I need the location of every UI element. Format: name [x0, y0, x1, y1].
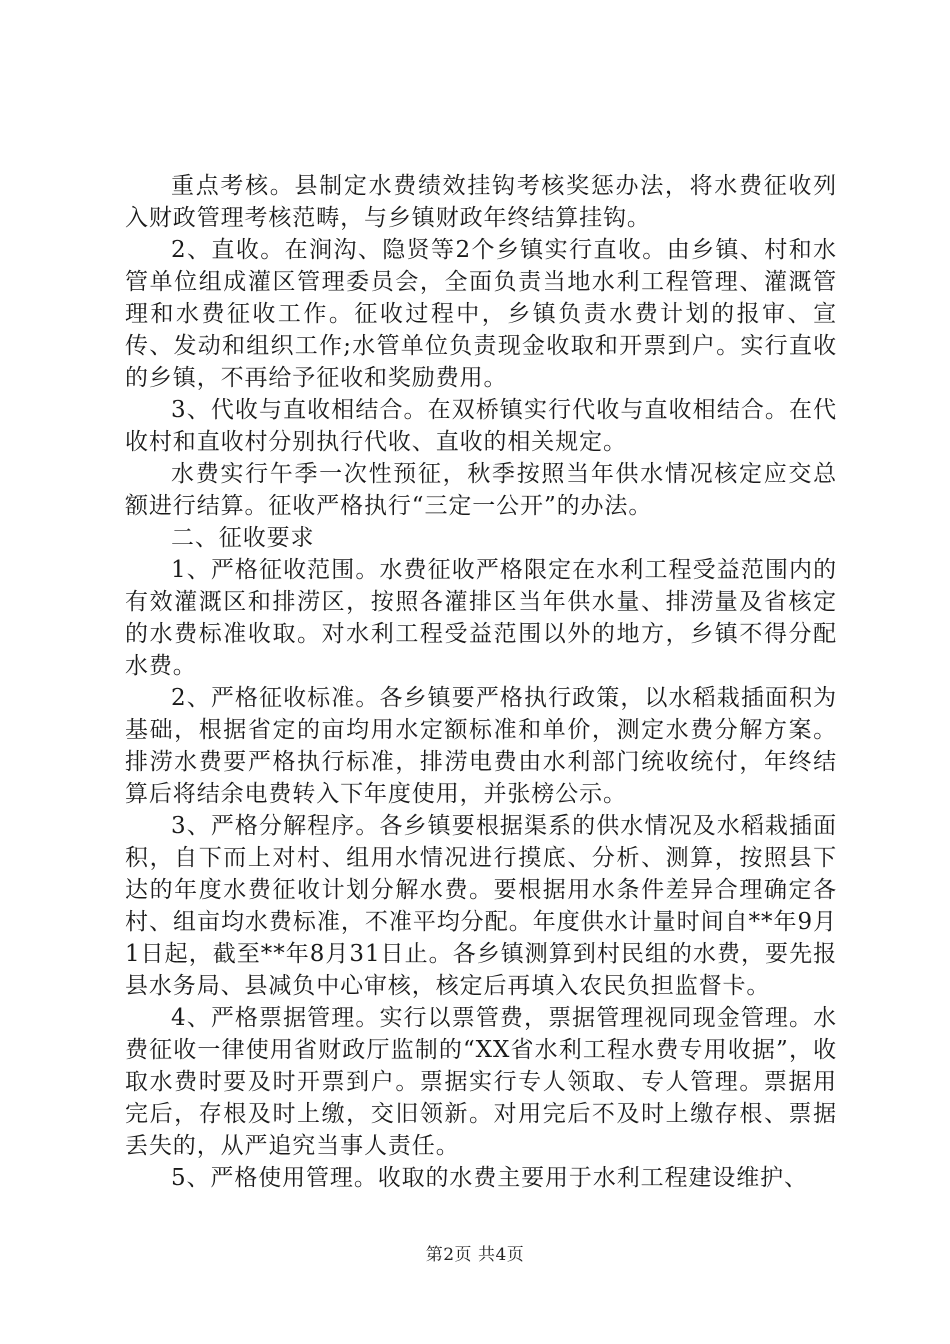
paragraph-prepayment: 水费实行午季一次性预征，秋季按照当年供水情况核定应交总额进行结算。征收严格执行“三定一公开”的办法。 — [125, 461, 837, 519]
paragraph-scope: 1、严格征收范围。水费征收严格限定在水利工程受益范围内的有效灌溉区和排涝区，按照各灌排区当年供水量、排涝量及省核定的水费标准收取。对水利工程受益范围以外的地方，乡镇不得分配水费。 — [125, 557, 837, 679]
document-body — [125, 170, 837, 1194]
paragraph-standard: 2、严格征收标准。各乡镇要严格执行政策，以水稻栽插面积为基础，根据省定的亩均用水定额标准和单价，测定水费分解方案。排涝水费要严格执行标准，排涝电费由水利部门统收统付，年终结算后将结余电费转入下年度使用，并张榜公示。 — [125, 685, 837, 807]
paragraph-usage: 5、严格使用管理。收取的水费主要用于水利工程建设维护、 — [171, 1165, 808, 1191]
paragraph-assessment: 重点考核。县制定水费绩效挂钩考核奖惩办法，将水费征收列入财政管理考核范畴，与乡镇财政年终结算挂钩。 — [125, 173, 837, 231]
paragraph-receipts: 4、严格票据管理。实行以票管费，票据管理视同现金管理。水费征收一律使用省财政厅监制的“XX省水利工程水费专用收据”，收取水费时要及时开票到户。票据实行专人领取、专人管理。票据用完后，存根及时上缴，交旧领新。对用完后不及时上缴存根、票据丢失的，从严追究当事人责任。 — [125, 1005, 837, 1159]
section-heading-requirements: 二、征收要求 — [171, 525, 315, 551]
paragraph-direct-collection: 2、直收。在涧沟、隐贤等2个乡镇实行直收。由乡镇、村和水管单位组成灌区管理委员会，全面负责当地水利工程管理、灌溉管理和水费征收工作。征收过程中，乡镇负责水费计划的报审、宣传、发动和组织工作;水管单位负责现金收取和开票到户。实行直收的乡镇，不再给予征收和奖励费用。 — [125, 237, 837, 391]
paragraph-combined-collection: 3、代收与直收相结合。在双桥镇实行代收与直收相结合。在代收村和直收村分别执行代收、直收的相关规定。 — [125, 397, 837, 455]
page-number-footer: 第2页 共4页 — [425, 1245, 525, 1265]
paragraph-procedure: 3、严格分解程序。各乡镇要根据渠系的供水情况及水稻栽插面积，自下而上对村、组用水情况进行摸底、分析、测算，按照县下达的年度水费征收计划分解水费。要根据用水条件差异合理确定各村、组亩均水费标准，不准平均分配。年度供水计量时间自**年9月1日起，截至**年8月31日止。各乡镇测算到村民组的水费，要先报县水务局、县减负中心审核，核定后再填入农民负担监督卡。 — [125, 813, 837, 999]
